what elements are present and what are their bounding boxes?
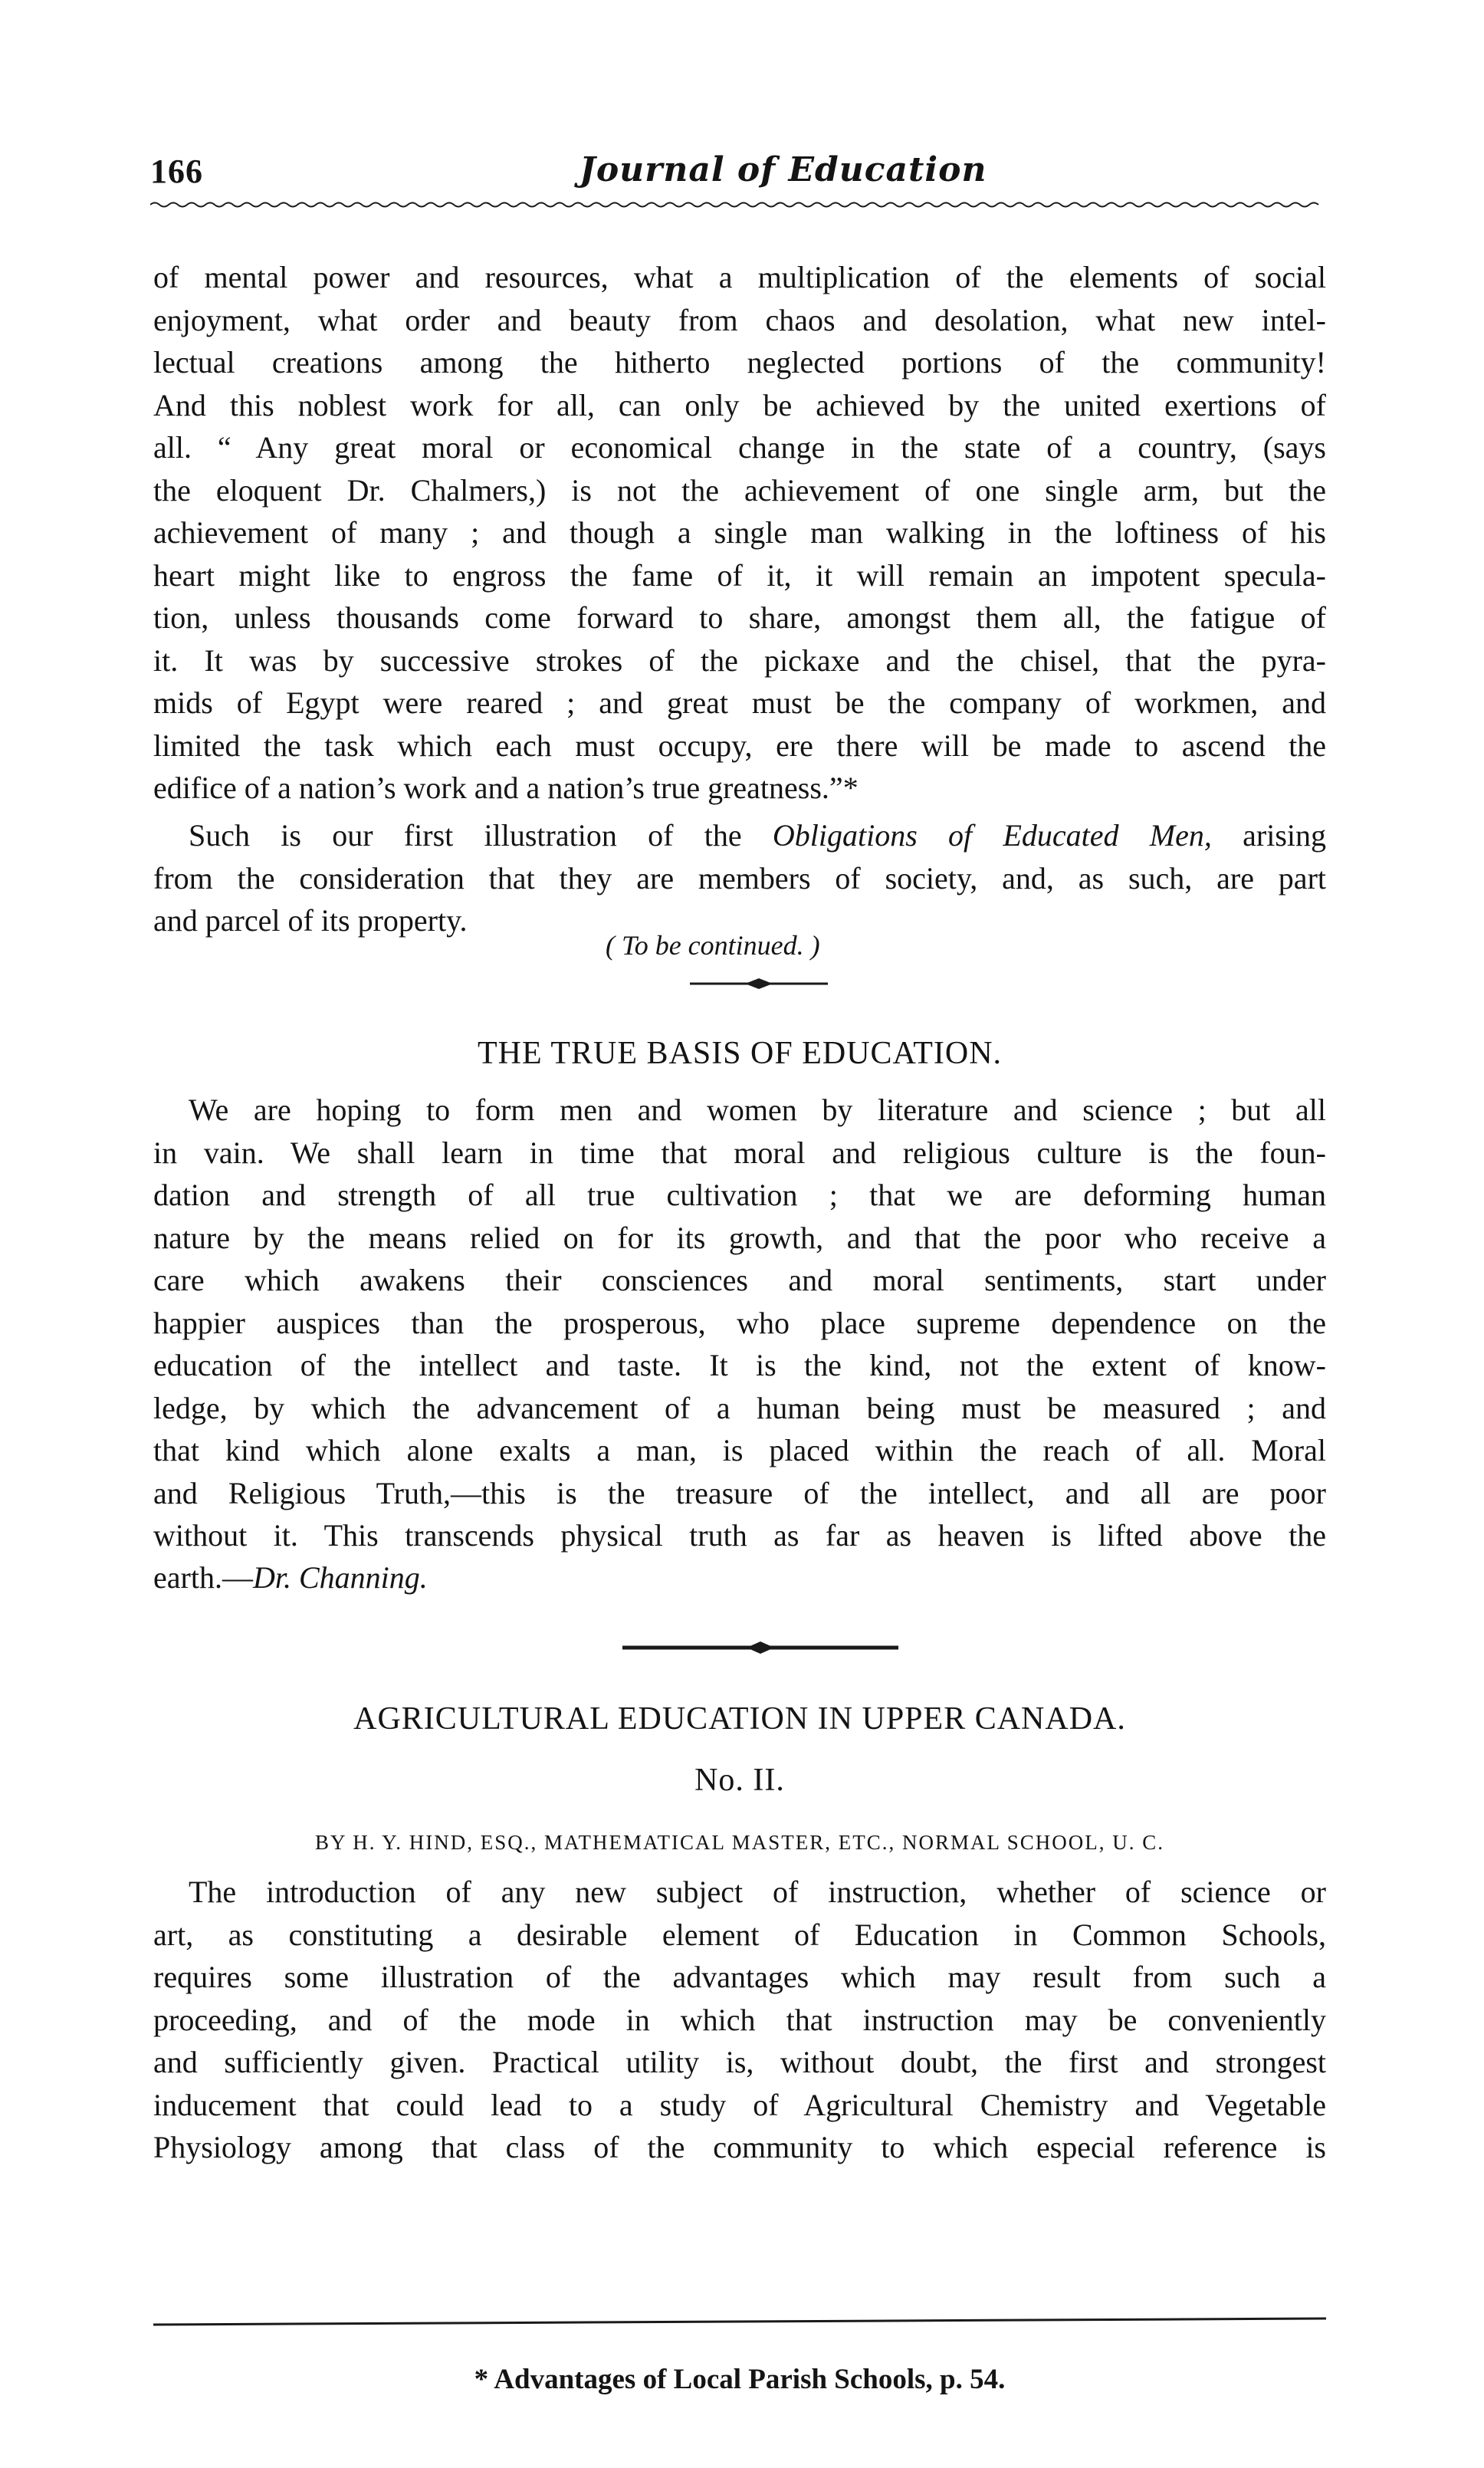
text-line: and sufficiently given. Practical utility is, without doubt, the first and strongest — [153, 2045, 1326, 2079]
text-line: from the consideration that they are members of society, and, as such, are part — [153, 860, 1326, 896]
text-line: We are hoping to form men and women by literature and science ; but all — [189, 1093, 1326, 1127]
section-heading-true-basis: THE TRUE BASIS OF EDUCATION. — [477, 1036, 1003, 1071]
ornamental-divider — [622, 1639, 898, 1656]
header-wavy-rule — [150, 201, 1323, 209]
journal-title: Journal of Education — [579, 150, 987, 189]
page-number: 166 — [150, 153, 203, 190]
true-basis-paragraph — [153, 1089, 1326, 1557]
text-line: care which awakens their consciences and moral sentiments, start under — [153, 1263, 1326, 1297]
text-run: Such is our first illustration of the — [189, 818, 773, 853]
text-line: ledge, by which the advancement of a human being must be measured ; and — [153, 1390, 1326, 1425]
text-line: lectual creations among the hitherto neglected portions of the community! — [153, 345, 1326, 380]
text-line: art, as constituting a desirable element of Education in Common Schools, — [153, 1917, 1326, 1952]
text-line: enjoyment, what order and beauty from chaos and desolation, what new intel- — [153, 302, 1326, 337]
text-line: happier auspices than the prosperous, who place supreme dependence on the — [153, 1305, 1326, 1340]
text-line: achievement of many ; and though a single man walking in the loftiness of his — [153, 515, 1326, 550]
byline: BY H. Y. HIND, ESQ., MATHEMATICAL MASTER, ETC., NORMAL SCHOOL, U. C. — [314, 1831, 1165, 1854]
true-basis-last-line — [153, 1556, 1326, 1599]
text-line: and parcel of its property. — [153, 903, 468, 938]
text-line: all. “ Any great moral or economical change in the state of a country, (says — [153, 430, 1326, 465]
text-line: inducement that could lead to a study of Agricultural Chemistry and Vegetable — [153, 2087, 1326, 2122]
text-line: limited the task which each must occupy, ere there will be made to ascend the — [153, 728, 1326, 763]
text-line — [153, 814, 1326, 857]
text-line — [153, 1556, 1326, 1599]
text-line: requires some illustration of the advantages which may result from such a — [153, 1960, 1326, 1994]
text-run: arising — [1211, 818, 1327, 853]
text-line: that kind which alone exalts a man, is placed within the reach of all. Moral — [153, 1433, 1326, 1467]
footnote-rule — [153, 2317, 1326, 2328]
text-line: The introduction of any new subject of instruction, whether of science or — [189, 1875, 1326, 1909]
text-line: education of the intellect and taste. It is the kind, not the extent of know- — [153, 1348, 1326, 1382]
text-line: tion, unless thousands come forward to share, amongst them all, the fatigue of — [153, 600, 1326, 635]
text-line: without it. This transcends physical truth as far as heaven is lifted above the — [153, 1518, 1326, 1553]
text-line: edifice of a nation’s work and a nation’s true greatness.”* — [153, 771, 859, 805]
text-line: dation and strength of all true cultivation ; that we are deforming human — [153, 1178, 1326, 1212]
text-run: earth.— — [153, 1560, 253, 1595]
section-heading-agricultural: AGRICULTURAL EDUCATION IN UPPER CANADA. — [353, 1701, 1126, 1737]
article-number: No. II. — [694, 1763, 785, 1798]
obligations-paragraph — [153, 814, 1326, 899]
text-line: proceeding, and of the mode in which that instruction may be conveniently — [153, 2002, 1326, 2037]
continuation-last-line — [153, 767, 1326, 810]
author-attribution: Dr. Channing. — [252, 1560, 428, 1595]
running-head — [150, 152, 1315, 198]
text-line: Physiology among that class of the community to which especial reference is — [153, 2130, 1326, 2164]
ornamental-divider — [690, 977, 828, 991]
to-be-continued: ( To be continued. ) — [606, 930, 820, 961]
text-line: in vain. We shall learn in time that moral and religious culture is the foun- — [153, 1135, 1326, 1170]
text-line: of mental power and resources, what a multiplication of the elements of social — [153, 260, 1326, 294]
text-line: and Religious Truth,—this is the treasure of the intellect, and all are poor — [153, 1475, 1326, 1510]
text-line: And this noblest work for all, can only be achieved by the united exertions of — [153, 387, 1326, 422]
text-line: nature by the means relied on for its growth, and that the poor who receive a — [153, 1220, 1326, 1255]
continuation-paragraph — [153, 256, 1326, 767]
footnote: * Advantages of Local Parish Schools, p. 54. — [474, 2364, 1006, 2395]
italic-phrase: Obligations of Educated Men, — [772, 818, 1212, 853]
text-line: heart might like to engross the fame of it, it will remain an impotent specula- — [153, 557, 1326, 593]
text-line: it. It was by successive strokes of the pickaxe and the chisel, that the pyra- — [153, 642, 1326, 678]
agricultural-paragraph — [153, 1871, 1326, 2169]
text-line: mids of Egypt were reared ; and great must be the company of workmen, and — [153, 685, 1326, 720]
text-line: the eloquent Dr. Chalmers,) is not the achievement of one single arm, but the — [153, 472, 1326, 508]
